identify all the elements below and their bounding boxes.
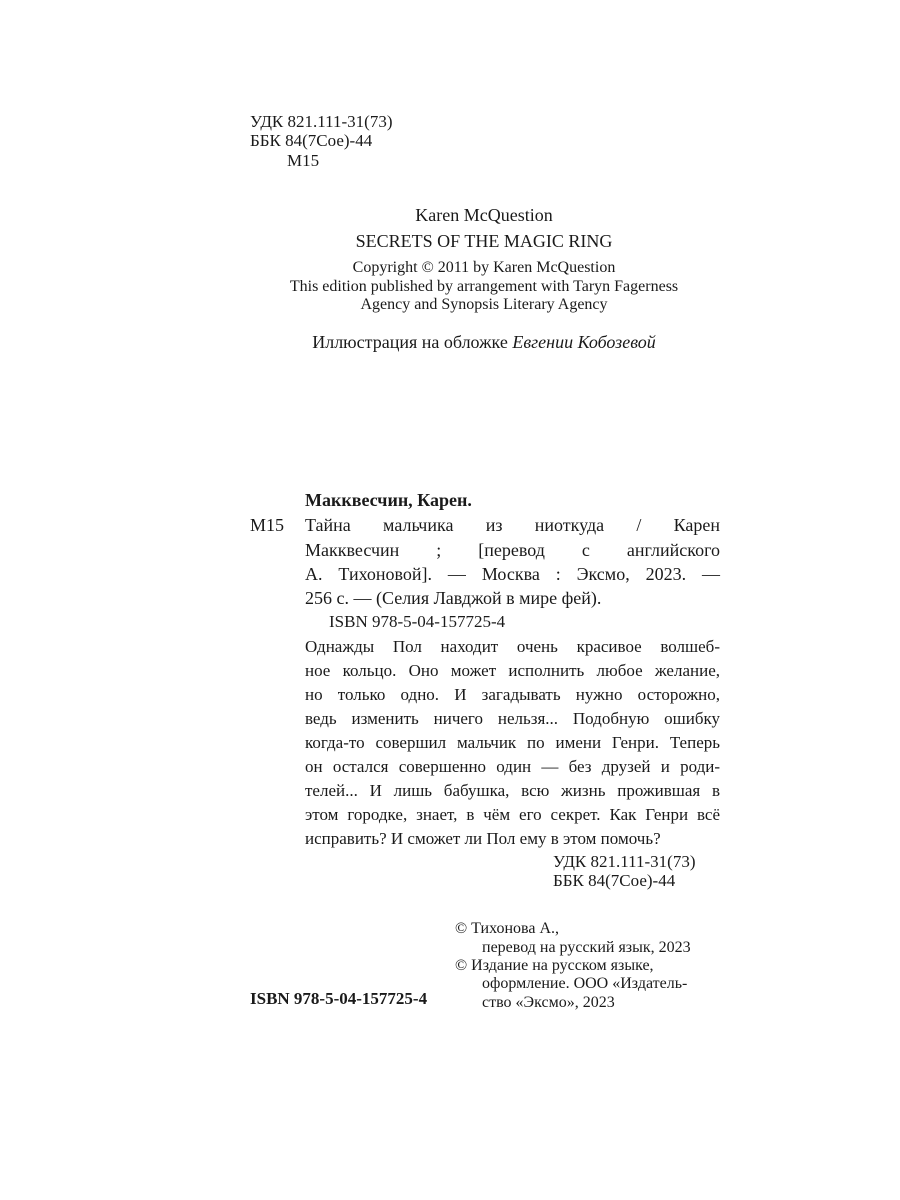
annotation-line: он остался совершенно один — без друзей и роди- <box>305 757 720 776</box>
udk-code: УДК 821.111-31(73) <box>250 112 393 131</box>
annotation-line: когда-то совершил мальчик по имени Генри. Теперь <box>305 733 720 752</box>
catalog-heading: Макквесчин, Карен. <box>305 490 472 510</box>
copyright-line: перевод на русский язык, 2023 <box>482 939 691 956</box>
annotation-line: Однажды Пол находит очень красивое волшеб- <box>305 637 720 656</box>
annotation-line: этом городке, знает, в чём его секрет. Как Генри всё <box>305 805 720 824</box>
original-title: SECRETS OF THE MAGIC RING <box>355 231 613 251</box>
author-mark: М15 <box>287 151 320 170</box>
original-copyright: Copyright © 2011 by Karen McQuestion <box>352 259 616 276</box>
copyright-line: © Издание на русском языке, <box>455 957 654 974</box>
copyright-line: оформление. ООО «Издатель- <box>482 975 688 992</box>
arrangement-line-1: This edition published by arrangement with Taryn Fagerness <box>289 278 679 295</box>
annotation-line: исправить? И сможет ли Пол ему в этом помочь? <box>305 829 661 848</box>
description-line: Макквесчин ; [перевод с английского <box>305 540 720 560</box>
footer-isbn: ISBN 978-5-04-157725-4 <box>250 989 428 1008</box>
original-author: Karen McQuestion <box>415 205 553 225</box>
catalog-author-mark: М15 <box>250 515 285 535</box>
catalog-udk: УДК 821.111-31(73) <box>553 852 696 871</box>
copyright-line: © Тихонова А., <box>455 920 560 937</box>
annotation-line: но только одно. И загадывать нужно осторожно, <box>305 685 720 704</box>
illustration-prefix: Иллюстрация на обложке <box>312 332 513 352</box>
illustration-artist: Евгении Кобозевой <box>512 332 656 352</box>
description-line: А. Тихоновой]. — Москва : Эксмо, 2023. — <box>305 564 720 584</box>
copyright-line: ство «Эксмо», 2023 <box>482 994 615 1011</box>
catalog-bbk: ББК 84(7Сое)-44 <box>553 871 676 890</box>
catalog-isbn: ISBN 978-5-04-157725-4 <box>329 612 506 631</box>
annotation-line: ведь изменить ничего нельзя... Подобную ошибку <box>305 709 720 728</box>
bbk-code: ББК 84(7Сое)-44 <box>250 131 373 150</box>
description-line: Тайна мальчика из ниоткуда / Карен <box>305 515 720 535</box>
illustration-credit <box>0 332 900 352</box>
description-line: 256 с. — (Селия Лавджой в мире фей). <box>305 588 602 608</box>
annotation-line: ное кольцо. Оно может исполнить любое желание, <box>305 661 720 680</box>
arrangement-line-2: Agency and Synopsis Literary Agency <box>360 296 608 313</box>
annotation-line: телей... И лишь бабушка, всю жизнь прожившая в <box>305 781 720 800</box>
